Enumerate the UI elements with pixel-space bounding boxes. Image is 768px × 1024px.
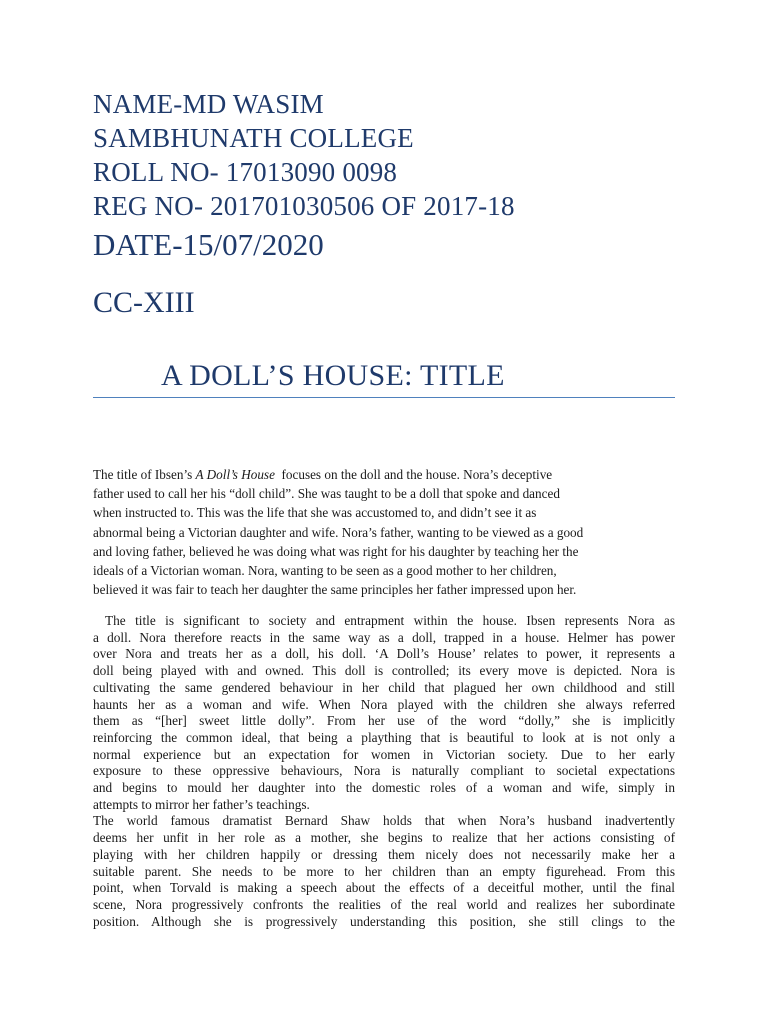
paragraph-line: attempts to mirror her father’s teachings. <box>93 796 310 812</box>
play-title-italic: A Doll’s House <box>195 467 275 482</box>
roll-number: ROLL NO- 17013090 0098 <box>93 157 398 187</box>
paragraph-line: believed it was fair to teach her daughter the same principles her father impressed upon her. <box>93 582 577 598</box>
text-span: The title of Ibsen’s <box>93 467 196 482</box>
paragraph-line: scene, Nora progressively confronts the realities of the real world and realizes her subordinate <box>93 896 675 912</box>
paragraph-line: ideals of a Victorian woman. Nora, wanting to be seen as a good mother to her children, <box>93 563 557 579</box>
college-name: SAMBHUNATH COLLEGE <box>93 123 414 153</box>
registration-number: REG NO- 201701030506 OF 2017-18 <box>93 191 515 221</box>
paragraph-line: abnormal being a Victorian daughter and wife. Nora’s father, wanting to be viewed as a good <box>93 524 584 540</box>
paragraph-line: exposure to these oppressive behaviours, Nora is naturally compliant to societal expectations <box>93 763 675 779</box>
paragraph-line: suitable parent. She needs to be more to her children than an empty figurehead. From this <box>93 863 675 879</box>
document-title: A DOLL’S HOUSE: TITLE <box>161 359 505 392</box>
paragraph-line: when instructed to. This was the life that she was accustomed to, and didn’t see it as <box>93 505 537 521</box>
paragraph-line: haunts her as a woman and wife. When Nora played with the children she always referred <box>93 696 675 712</box>
paragraph-line: The world famous dramatist Bernard Shaw holds that when Nora’s husband inadvertently <box>93 813 675 829</box>
paragraph-line: deems her unfit in her role as a mother, she begins to realize that her actions consisting of <box>93 830 675 846</box>
paragraph-line: The title is significant to society and entrapment within the house. Ibsen represents Nora as <box>105 613 675 628</box>
paragraph-line: a doll. Nora therefore reacts in the same way as a doll, trapped in a house. Helmer has power <box>93 629 675 645</box>
submission-date: DATE-15/07/2020 <box>93 227 324 262</box>
paragraph-line: point, when Torvald is making a speech about the effects of a deceitful mother, until the final <box>93 880 675 896</box>
paragraph-line: and loving father, believed he was doing what was right for his daughter by teaching her the <box>93 543 579 559</box>
student-name: NAME-MD WASIM <box>93 89 324 119</box>
paragraph-line: normal experience but an expectation for women in Victorian society. Due to her early <box>93 746 675 762</box>
intro-paragraph <box>93 465 668 599</box>
text-span: focuses on the doll and the house. Nora’s deceptive <box>274 467 553 482</box>
student-info-block <box>93 87 713 265</box>
paragraph-line: father used to call her his “doll child”. She was taught to be a doll that spoke and danced <box>93 486 560 502</box>
paragraph-line: and begins to mould her daughter into the domestic roles of a woman and wife, simply in <box>93 780 675 796</box>
course-code: CC-XIII <box>93 286 195 319</box>
paragraph-line: playing with her children happily or dressing them nicely does not necessarily make her a <box>93 846 675 862</box>
paragraph-line: position. Although she is progressively understanding this position, she still clings to the <box>93 913 675 929</box>
title-underline <box>93 397 675 398</box>
paragraph-line: doll being played with and owned. This doll is controlled; its every move is depicted. Nora is <box>93 663 675 679</box>
paragraph-line: cultivating the same gendered behaviour in her child that plagued her own childhood and still <box>93 679 675 695</box>
paragraph-line: reinforcing the common ideal, that being a plaything that is beautiful to look at is not only a <box>93 729 675 745</box>
paragraph-line <box>93 465 668 484</box>
body-paragraphs <box>93 613 675 930</box>
paragraph-line: them as “[her] sweet little dolly”. From her use of the word “dolly,” she is implicitly <box>93 713 675 729</box>
paragraph-line: over Nora and treats her as a doll, his doll. ‘A Doll’s House’ relates to power, it represents a <box>93 646 675 662</box>
